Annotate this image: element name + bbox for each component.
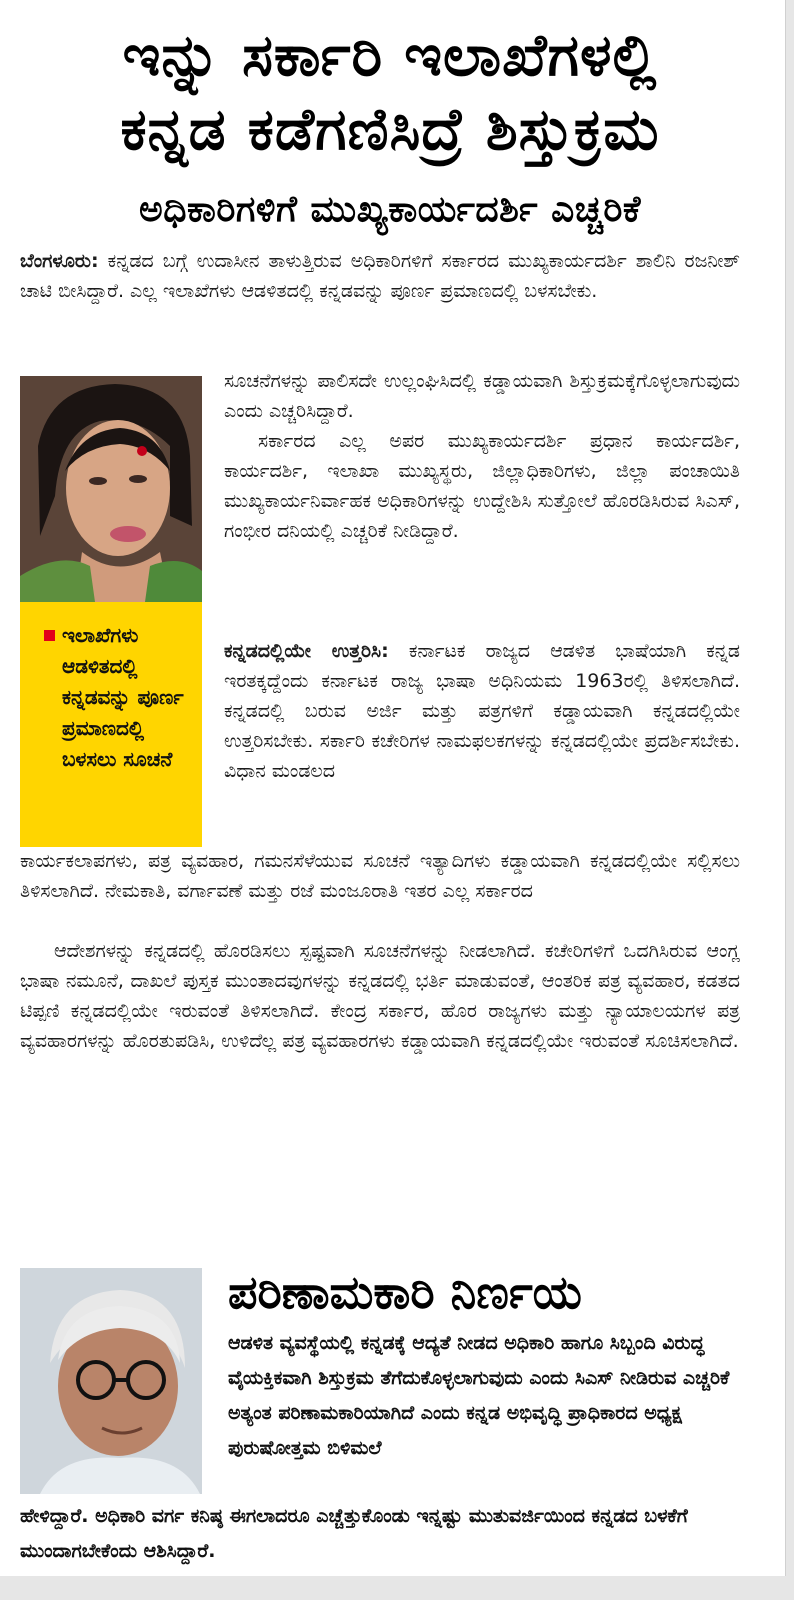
intro-continuation: ಸೂಚನೆಗಳನ್ನು ಪಾಲಿಸದೇ ಉಲ್ಲಂಘಿಸಿದಲ್ಲಿ ಕಡ್ಡಾಯವಾಗಿ ಶಿಸ್ತುಕ್ರಮಕ್ಕೆಗೊಳ್ಳಲಾಗುವುದು ಎಂದು ಎಚ್ಚರಿಸಿದ್ದಾರೆ. — [224, 370, 740, 422]
sidebar-text-continued: ಹೇಳಿದ್ದಾರೆ. ಅಧಿಕಾರಿ ವರ್ಗ ಕನಿಷ್ಠ ಈಗಲಾದರೂ ಎಚ್ಚೆತ್ತುಕೊಂಡು ಇನ್ನಷ್ಟು ಮುತುವರ್ಜಿಯಿಂದ ಕನ್ನಡದ ಬಳಕೆಗೆ ಮುಂದಾಗಬೇಕೆಂದು ಆಶಿಸಿದ್ದಾರೆ. — [20, 1505, 688, 1562]
pull-quote-box — [20, 602, 202, 847]
subheadline: ಅಧಿಕಾರಿಗಳಿಗೆ ಮುಖ್ಯಕಾರ್ಯದರ್ಶಿ ಎಚ್ಚರಿಕೆ — [139, 189, 641, 230]
bullet-square-icon — [44, 630, 55, 641]
article-paragraph-2: ಸರ್ಕಾರದ ಎಲ್ಲ ಅಪರ ಮುಖ್ಯಕಾರ್ಯದರ್ಶಿ ಪ್ರಧಾನ ಕಾರ್ಯದರ್ಶಿ, ಕಾರ್ಯದರ್ಶಿ, ಇಲಾಖಾ ಮುಖ್ಯಸ್ಥರು, ಜಿಲ್ಲಾಧಿಕಾರಿಗಳು, ಜಿಲ್ಲಾ ಪಂಚಾಯಿತಿ ಮುಖ್ಯಕಾರ್ಯನಿರ್ವಾಹಕ ಅಧಿಕಾರಿಗಳನ್ನು ಉದ್ದೇಶಿಸಿ ಸುತ್ತೋಲೆ ಹೊರಡಿಸಿರುವ ಸಿಎಸ್, ಗಂಭೀರ ದನಿಯಲ್ಲಿ ಎಚ್ಚರಿಕೆ ನೀಡಿದ್ದಾರೆ. — [224, 430, 740, 542]
photo-purushottama-bilimale — [20, 1268, 202, 1494]
article-paragraph-4: ಆದೇಶಗಳನ್ನು ಕನ್ನಡದಲ್ಲಿ ಹೊರಡಿಸಲು ಸ್ಪಷ್ಟವಾಗಿ ಸೂಚನೆಗಳನ್ನು ನೀಡಲಾಗಿದೆ. ಕಚೇರಿಗಳಿಗೆ ಒದಗಿಸಿರುವ ಆಂಗ್ಲ ಭಾಷಾ ನಮೂನೆ, ದಾಖಲೆ ಪುಸ್ತಕ ಮುಂತಾದವುಗಳನ್ನು ಕನ್ನಡದಲ್ಲಿ ಭರ್ತಿ ಮಾಡುವಂತೆ, ಆಂತರಿಕ ಪತ್ರ ವ್ಯವಹಾರ, ಕಡತದ ಟಿಪ್ಪಣಿ ಕನ್ನಡದಲ್ಲಿಯೇ ಇರುವಂತೆ ತಿಳಿಸಲಾಗಿದೆ. ಕೇಂದ್ರ ಸರ್ಕಾರ, ಹೊರ ರಾಜ್ಯಗಳು ಮತ್ತು ನ್ಯಾಯಾಲಯಗಳ ಪತ್ರ ವ್ಯವಹಾರಗಳನ್ನು ಹೊರತುಪಡಿಸಿ, ಉಳಿದೆಲ್ಲ ಪತ್ರ ವ್ಯವಹಾರಗಳು ಕಡ್ಡಾಯವಾಗಿ ಕನ್ನಡದಲ್ಲಿಯೇ ಇರುವಂತೆ ಸೂಚಿಸಲಾಗಿದೆ. — [20, 940, 740, 1052]
headline-line-1: ಇನ್ನು ಸರ್ಕಾರಿ ಇಲಾಖೆಗಳಲ್ಲಿ — [122, 21, 658, 89]
portrait-man-image — [20, 1268, 202, 1494]
intro-text: ಕನ್ನಡದ ಬಗ್ಗೆ ಉದಾಸೀನ ತಾಳುತ್ತಿರುವ ಅಧಿಕಾರಿಗಳಿಗೆ ಸರ್ಕಾರದ ಮುಖ್ಯಕಾರ್ಯದರ್ಶಿ ಶಾಲಿನಿ ರಜನೀಶ್ ಚಾಟಿ ಬೀಸಿದ್ದಾರೆ. ಎಲ್ಲ ಇಲಾಖೆಗಳು ಆಡಳಿತದಲ್ಲಿ ಕನ್ನಡವನ್ನು ಪೂರ್ಣ ಪ್ರಮಾಣದಲ್ಲಿ ಬಳಸಬೇಕು. — [20, 250, 740, 302]
article-paragraph-3 — [224, 636, 740, 786]
photo-chief-secretary — [20, 376, 202, 602]
paragraph-3-text: ಕರ್ನಾಟಕ ರಾಜ್ಯದ ಆಡಳಿತ ಭಾಷೆಯಾಗಿ ಕನ್ನಡ ಇರತಕ್ಕದ್ದೆಂದು ಕರ್ನಾಟಕ ರಾಜ್ಯ ಭಾಷಾ ಅಧಿನಿಯಮ 1963ರಲ್ಲಿ ತಿಳಿಸಲಾಗಿದೆ. ಕನ್ನಡದಲ್ಲಿ ಬರುವ ಅರ್ಜಿ ಮತ್ತು ಪತ್ರಗಳಿಗೆ ಕಡ್ಡಾಯವಾಗಿ ಕನ್ನಡದಲ್ಲಿಯೇ ಉತ್ತರಿಸಬೇಕು. ಸರ್ಕಾರಿ ಕಚೇರಿಗಳ ನಾಮಫಲಕಗಳನ್ನು ಕನ್ನಡದಲ್ಲಿಯೇ ಪ್ರದರ್ಶಿಸಬೇಕು. ವಿಧಾನ ಮಂಡಲದ — [224, 640, 740, 782]
article-paragraph-3-continued: ಕಾರ್ಯಕಲಾಪಗಳು, ಪತ್ರ ವ್ಯವಹಾರ, ಗಮನಸೆಳೆಯುವ ಸೂಚನೆ ಇತ್ಯಾದಿಗಳು ಕಡ್ಡಾಯವಾಗಿ ಕನ್ನಡದಲ್ಲಿಯೇ ಸಲ್ಲಿಸಲು ತಿಳಿಸಲಾಗಿದೆ. ನೇಮಕಾತಿ, ವರ್ಗಾವಣೆ ಮತ್ತು ರಜೆ ಮಂಜೂರಾತಿ ಇತರ ಎಲ್ಲ ಸರ್ಕಾರದ — [20, 850, 740, 902]
sidebar-title: ಪರಿಣಾಮಕಾರಿ ನಿರ್ಣಯ — [228, 1265, 582, 1319]
subheading-reply-in-kannada: ಕನ್ನಡದಲ್ಲಿಯೇ ಉತ್ತರಿಸಿ: — [224, 640, 389, 662]
headline-line-2: ಕನ್ನಡ ಕಡೆಗಣಿಸಿದ್ರೆ ಶಿಸ್ತುಕ್ರಮ — [120, 95, 660, 163]
dateline: ಬೆಂಗಳೂರು: — [20, 250, 99, 272]
sidebar-text: ಆಡಳಿತ ವ್ಯವಸ್ಥೆಯಲ್ಲಿ ಕನ್ನಡಕ್ಕೆ ಆದ್ಯತೆ ನೀಡದ ಅಧಿಕಾರಿ ಹಾಗೂ ಸಿಬ್ಬಂದಿ ವಿರುದ್ಧ ವೈಯಕ್ತಿಕವಾಗಿ ಶಿಸ್ತುಕ್ರಮ ತೆಗೆದುಕೊಳ್ಳಲಾಗುವುದು ಎಂದು ಸಿಎಸ್ ನೀಡಿರುವ ಎಚ್ಚರಿಕೆ ಅತ್ಯಂತ ಪರಿಣಾಮಕಾರಿಯಾಗಿದೆ ಎಂದು ಕನ್ನಡ ಅಭಿವೃದ್ಧಿ ಪ್ರಾಧಿಕಾರದ ಅಧ್ಯಕ್ಷ ಪುರುಷೋತ್ತಮ ಬಿಳಿಮಲೆ — [228, 1332, 730, 1459]
article-intro — [20, 246, 740, 306]
pull-quote-text: ಇಲಾಖೆಗಳು ಆಡಳಿತದಲ್ಲಿ ಕನ್ನಡವನ್ನು ಪೂರ್ಣ ಪ್ರಮಾಣದಲ್ಲಿ ಬಳಸಲು ಸೂಚನೆ — [62, 623, 184, 771]
portrait-woman-image — [20, 376, 202, 602]
